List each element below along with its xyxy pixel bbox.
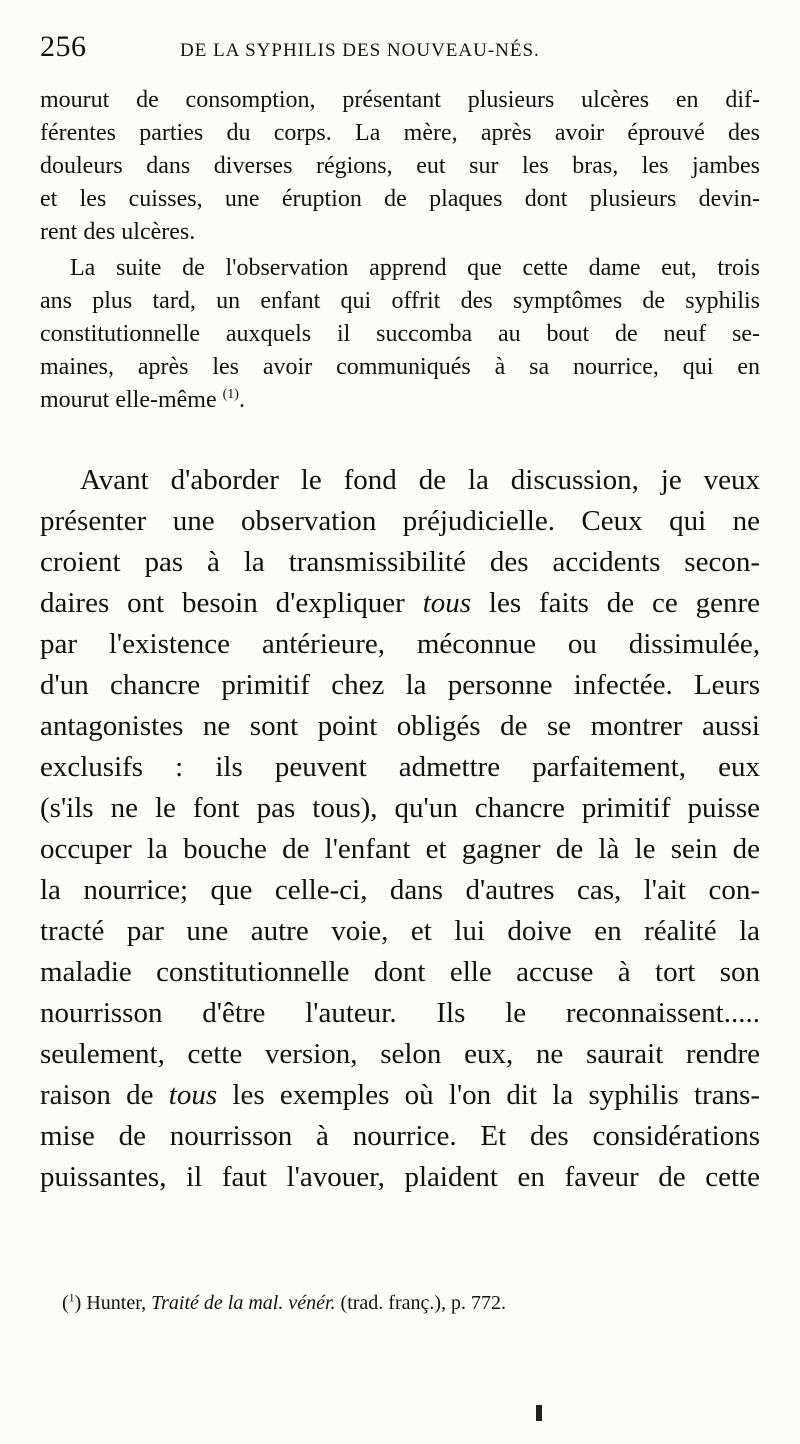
text-line: (s'ils ne le font pas tous), qu'un chancre primitif puisse (40, 792, 760, 824)
paragraph-observation (40, 252, 760, 417)
running-head: DE LA SYPHILIS DES NOUVEAU-NÉS. (180, 40, 540, 61)
page-header (40, 28, 760, 74)
text-line: rent des ulcères. (40, 219, 196, 245)
text-line: maladie constitutionnelle dont elle accuse à tort son (40, 956, 760, 988)
footnote-mark: 1 (68, 1290, 75, 1305)
footnote-mark-close: ) (74, 1292, 82, 1314)
text-fragment: daires ont besoin d'expliquer (40, 587, 405, 619)
footnote-citation: (trad. franç.), p. 772. (340, 1292, 507, 1314)
text-line: Avant d'aborder le fond de la discussion, je veux (80, 464, 760, 496)
text-line: nourrisson d'être l'auteur. Ils le reconnaissent..... (40, 997, 760, 1029)
page-number: 256 (40, 30, 87, 63)
text-line: croient pas à la transmissibilité des accidents secon- (40, 546, 760, 578)
text-line: tracté par une autre voie, et lui doive en réalité la (40, 915, 760, 947)
text-fragment: raison de (40, 1079, 154, 1111)
footnote-author: Hunter, (86, 1292, 147, 1314)
print-mark (536, 1405, 542, 1421)
text-line: mourut de consomption, présentant plusieurs ulcères en dif- (40, 87, 760, 113)
text-line: la nourrice; que celle-ci, dans d'autres cas, l'ait con- (40, 874, 760, 906)
text-fragment: les faits de ce genre (488, 587, 760, 619)
text-line (40, 1075, 760, 1116)
text-line: par l'existence antérieure, méconnue ou dissimulée, (40, 628, 760, 660)
text-fragment: les exemples où l'on dit la syphilis trans- (232, 1079, 761, 1111)
text-line: puissantes, il faut l'avouer, plaident en faveur de cette (40, 1161, 760, 1193)
text-line: mise de nourrisson à nourrice. Et des considérations (40, 1120, 760, 1152)
text-line: et les cuisses, une éruption de plaques dont plusieurs devin- (40, 186, 760, 212)
text-line: férentes parties du corps. La mère, après avoir éprouvé des (40, 120, 760, 146)
text-line: ans plus tard, un enfant qui offrit des symptômes de syphilis (40, 288, 760, 314)
text-line (40, 384, 760, 417)
paragraph-continuation (40, 84, 760, 249)
footnote-mark-open: ( (62, 1292, 69, 1314)
footnote-reference: (1) (222, 387, 239, 402)
footnote (62, 1290, 506, 1316)
text-line: exclusifs : ils peuvent admettre parfaitement, eux (40, 751, 760, 783)
text-line: présenter une observation préjudicielle. Ceux qui ne (40, 505, 760, 537)
text-line (40, 583, 760, 624)
text-line: douleurs dans diverses régions, eut sur les bras, les jambes (40, 153, 760, 179)
text-line: seulement, cette version, selon eux, ne saurait rendre (40, 1038, 760, 1070)
text-line: maines, après les avoir communiqués à sa nourrice, qui en (40, 354, 760, 380)
text-fragment: . (238, 387, 245, 413)
footnote-title: Traité de la mal. vénér. (151, 1292, 336, 1314)
italic-word: tous (168, 1079, 218, 1111)
paragraph-main (40, 460, 760, 1198)
text-fragment: mourut elle-même (40, 387, 217, 413)
text-line: La suite de l'observation apprend que cette dame eut, trois (70, 255, 760, 281)
text-line: d'un chancre primitif chez la personne infectée. Leurs (40, 669, 760, 701)
italic-word: tous (422, 587, 472, 619)
text-line: antagonistes ne sont point obligés de se montrer aussi (40, 710, 760, 742)
text-line: constitutionnelle auxquels il succomba au bout de neuf se- (40, 321, 760, 347)
text-line: occuper la bouche de l'enfant et gagner de là le sein de (40, 833, 760, 865)
